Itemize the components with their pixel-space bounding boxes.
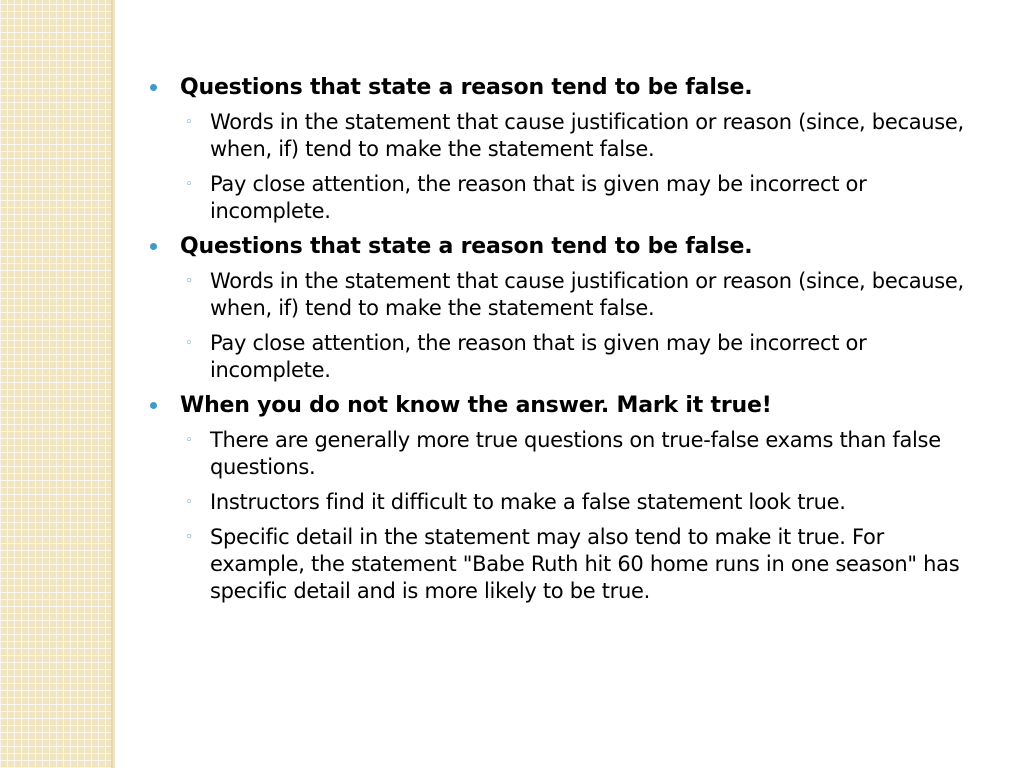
sub-bullet-text: Specific detail in the statement may also tend to make it true. For example, the statement "Babe Ruth hit 60 home runs in one season" has specific detail and is more likely to be true. (210, 525, 960, 603)
hollow-circle-bullet-icon: ◦ (185, 177, 193, 192)
bullet-item (150, 74, 980, 101)
sub-bullet-item (150, 524, 980, 605)
bullet-item (150, 233, 980, 260)
hollow-circle-bullet-icon: ◦ (185, 433, 193, 448)
bullet-heading: When you do not know the answer. Mark it true! (180, 393, 772, 418)
sub-bullet-item (150, 489, 980, 516)
filled-circle-bullet-icon (150, 243, 157, 250)
hollow-circle-bullet-icon: ◦ (185, 495, 193, 510)
sub-bullet-text: Words in the statement that cause justification or reason (since, because, when, if) tend to make the statement false. (210, 269, 964, 320)
sub-bullet-text: Instructors find it difficult to make a false statement look true. (210, 490, 846, 514)
sub-bullet-item (150, 268, 980, 322)
sub-bullet-text: Words in the statement that cause justification or reason (since, because, when, if) tend to make the statement false. (210, 110, 964, 161)
filled-circle-bullet-icon (150, 84, 157, 91)
hollow-circle-bullet-icon: ◦ (185, 115, 193, 130)
hollow-circle-bullet-icon: ◦ (185, 274, 193, 289)
side-strip-edge (111, 0, 115, 768)
hollow-circle-bullet-icon: ◦ (185, 530, 193, 545)
sub-bullet-item (150, 109, 980, 163)
sub-bullet-text: Pay close attention, the reason that is given may be incorrect or incomplete. (210, 172, 867, 223)
bullet-item (150, 392, 980, 419)
sub-bullet-item (150, 330, 980, 384)
sub-bullet-item (150, 171, 980, 225)
bullet-heading: Questions that state a reason tend to be false. (180, 75, 753, 100)
filled-circle-bullet-icon (150, 402, 157, 409)
bullet-heading: Questions that state a reason tend to be false. (180, 234, 753, 259)
bullet-list (150, 74, 980, 605)
sub-bullet-text: Pay close attention, the reason that is given may be incorrect or incomplete. (210, 331, 867, 382)
sub-bullet-item (150, 427, 980, 481)
sub-bullet-text: There are generally more true questions on true-false exams than false questions. (210, 428, 941, 479)
hollow-circle-bullet-icon: ◦ (185, 336, 193, 351)
decorative-side-strip (0, 0, 113, 768)
